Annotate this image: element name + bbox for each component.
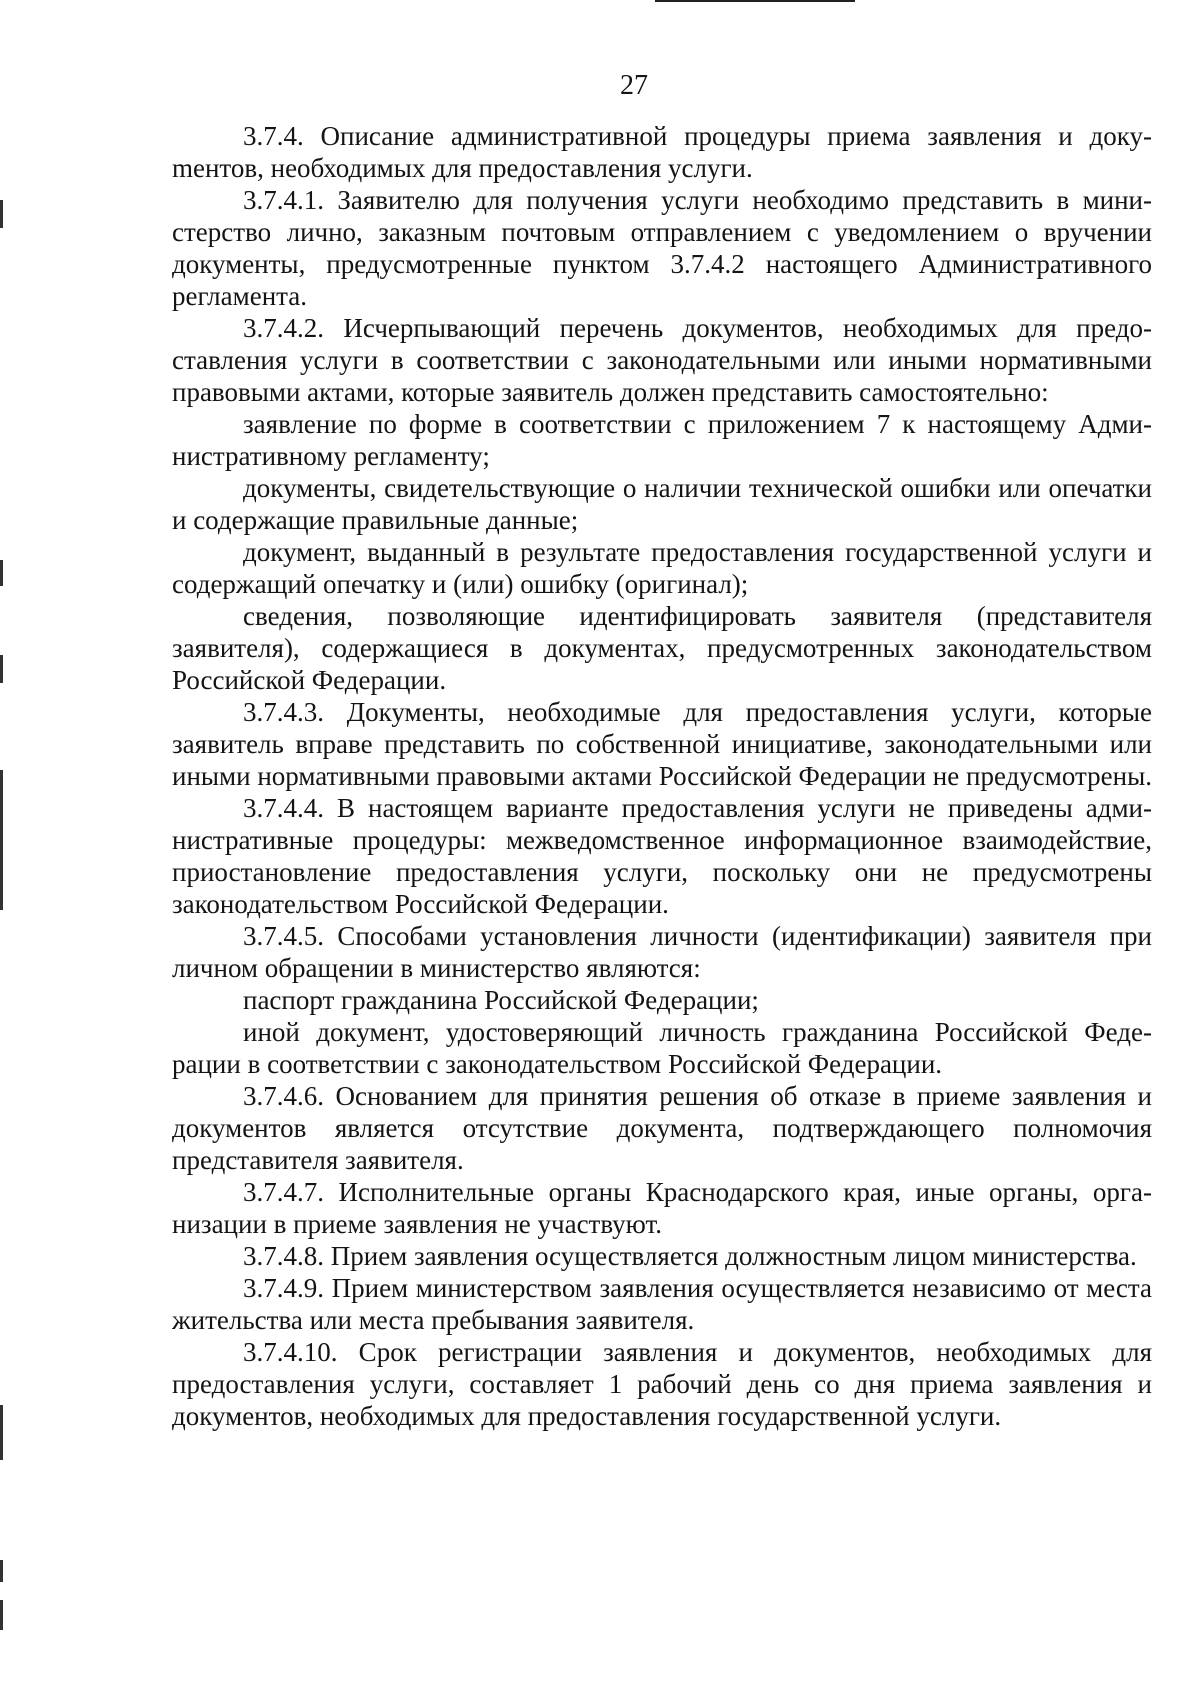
paragraph-3-7-4-2: 3.7.4.2. Исчерпывающий перечень документов, необходимых для предоставления услуги в соответствии с законодательными или иными нормативными правовыми актами, которые заявитель должен представить самостоятельно: xyxy=(172,313,1152,407)
paragraph-3-7-4-3: 3.7.4.3. Документы, необходимые для предоставления услуги, которые заявитель вправе представить по собственной инициативе, законодательными или иными нормативными правовыми актами Российской Федерации не предусмотрены. xyxy=(172,697,1152,791)
scan-margin-mark xyxy=(0,1600,3,1630)
paragraph-3-7-4-8: 3.7.4.8. Прием заявления осуществляется должностным лицом министерства. xyxy=(243,1241,1137,1271)
list-item-other-id-document: иной документ, удостоверяющий личность гражданина Российской Федерации в соответствии с законодательством Российской Федерации. xyxy=(172,1017,1152,1079)
scan-margin-mark xyxy=(0,770,3,910)
paragraph-3-7-4-7: 3.7.4.7. Исполнительные органы Краснодарского края, иные органы, организации в приеме заявления не участвуют. xyxy=(172,1177,1152,1239)
paragraph-3-7-4-10: 3.7.4.10. Срок регистрации заявления и документов, необходимых для предоставления услуги, составляет 1 рабочий день со дня приема заявления и документов, необходимых для предоставления государственной услуги. xyxy=(172,1337,1152,1431)
scan-margin-mark xyxy=(0,1405,3,1460)
paragraph-3-7-4-1: 3.7.4.1. Заявителю для получения услуги необходимо представить в министерство лично, заказным почтовым отправлением с уведомлением о вручении документы, предусмотренные пунктом 3.7.4.2 настоящего Административного регламента. xyxy=(172,185,1152,311)
list-item-error-evidence: документы, свидетельствующие о наличии технической ошибки или опечатки и содержащие правильные данные; xyxy=(172,473,1152,535)
scan-margin-mark xyxy=(0,560,3,586)
list-item-original-document: документ, выданный в результате предоставления государственной услуги и содержащий опечатку и (или) ошибку (оригинал); xyxy=(172,537,1152,599)
paragraph-3-7-4-9: 3.7.4.9. Прием министерством заявления осуществляется независимо от места жительства или места пребывания заявителя. xyxy=(172,1273,1152,1335)
list-item-identification-info: сведения, позволяющие идентифицировать заявителя (представителя заявителя), содержащиеся в документах, предусмотренных законодательством Российской Федерации. xyxy=(172,601,1152,695)
document-body xyxy=(172,120,1152,1432)
scan-margin-mark xyxy=(0,1560,3,1582)
list-item-passport: паспорт гражданина Российской Федерации; xyxy=(243,985,759,1015)
paragraph-3-7-4-6: 3.7.4.6. Основанием для принятия решения об отказе в приеме заявления и документов является отсутствие документа, подтверждающего полномочия представителя заявителя. xyxy=(172,1081,1152,1175)
scan-margin-mark xyxy=(0,200,3,228)
scan-margin-mark xyxy=(0,655,3,683)
paragraph-3-7-4-5: 3.7.4.5. Способами установления личности (идентификации) заявителя при личном обращении в министерство являются: xyxy=(172,921,1152,983)
paragraph-3-7-4-4: 3.7.4.4. В настоящем варианте предоставления услуги не приведены административные процедуры: межведомственное информационное взаимодействие, приостановление предоставления услуги, поскольку они не предусмотрены законодательством Российской Федерации. xyxy=(172,793,1152,919)
paragraph-3-7-4: 3.7.4. Описание административной процедуры приема заявления и докуmентов, необходимых для предоставления услуги. xyxy=(172,121,1152,183)
top-rule xyxy=(655,0,855,2)
page-number: 27 xyxy=(620,70,648,101)
list-item-application-form: заявление по форме в соответствии с приложением 7 к настоящему Административному регламенту; xyxy=(172,409,1152,471)
